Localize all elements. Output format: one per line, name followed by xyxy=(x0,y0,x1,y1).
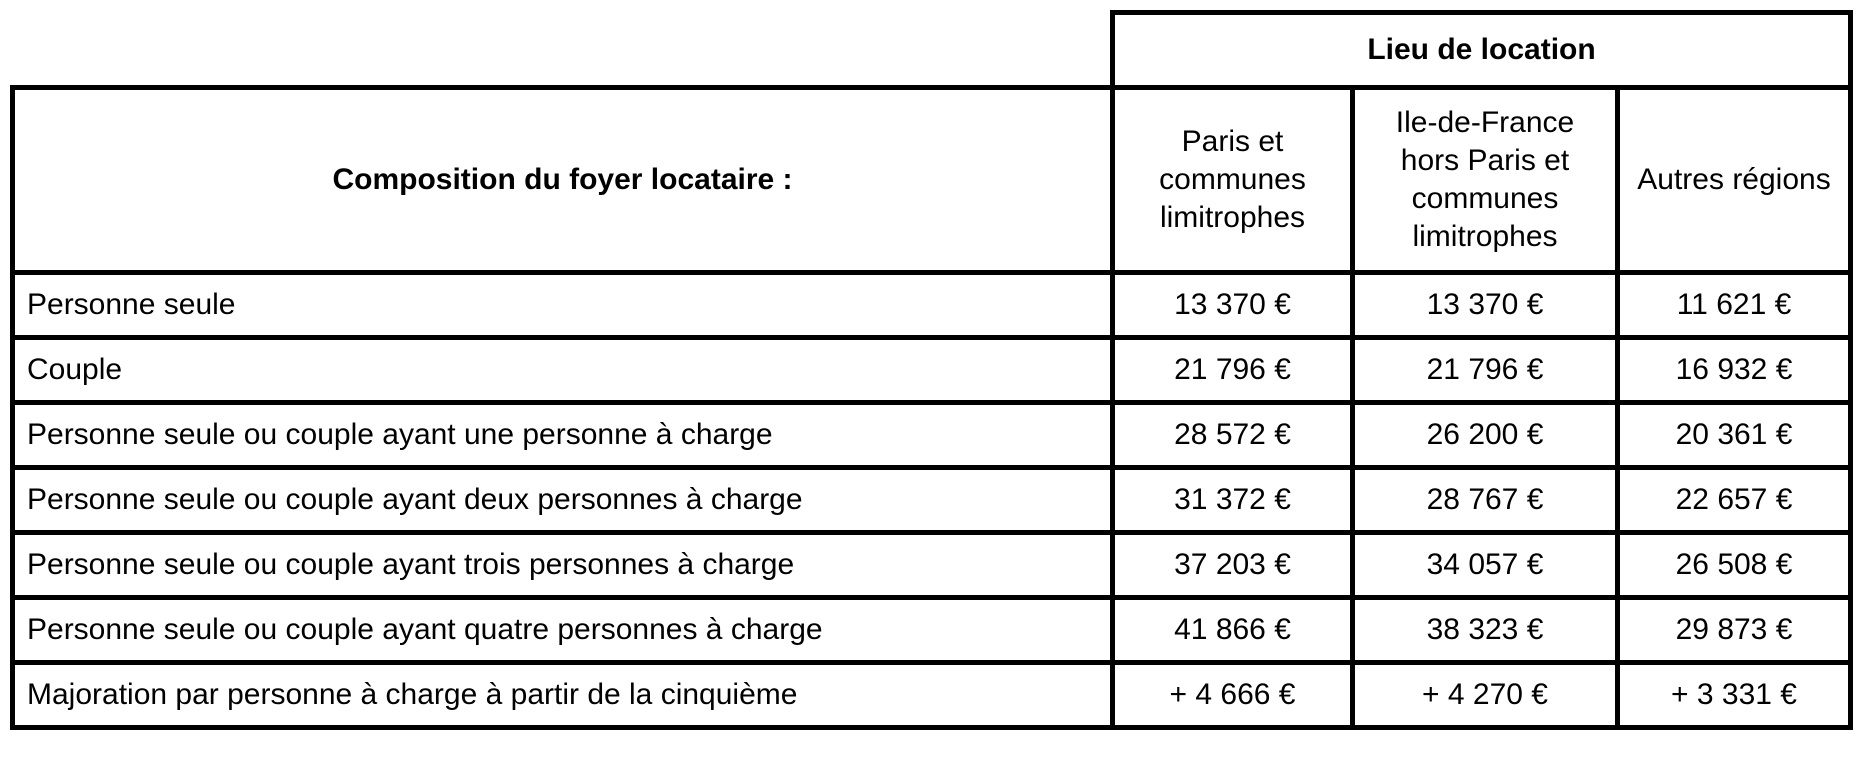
location-header: Lieu de location xyxy=(1113,13,1851,88)
column-header-label: Ile-de-France hors Paris et communes limitrophes xyxy=(1395,106,1575,253)
cell-ile-de-france: 34 057 € xyxy=(1353,533,1618,598)
cell-paris: 31 372 € xyxy=(1113,468,1353,533)
cell-paris: 41 866 € xyxy=(1113,598,1353,663)
cell-ile-de-france: 13 370 € xyxy=(1353,273,1618,338)
cell-ile-de-france: 28 767 € xyxy=(1353,468,1618,533)
cell-paris: 13 370 € xyxy=(1113,273,1353,338)
cell-ile-de-france: + 4 270 € xyxy=(1353,663,1618,728)
cell-ile-de-france: 21 796 € xyxy=(1353,338,1618,403)
table-row xyxy=(13,273,1851,338)
row-label: Couple xyxy=(13,338,1113,403)
column-header-autres-regions xyxy=(1618,88,1851,273)
column-header-label: Autres régions xyxy=(1637,163,1831,196)
rent-ceiling-table xyxy=(10,10,1853,730)
cell-paris: 28 572 € xyxy=(1113,403,1353,468)
cell-autres-regions: 11 621 € xyxy=(1618,273,1851,338)
row-label: Personne seule ou couple ayant une personne à charge xyxy=(13,403,1113,468)
blank-corner-cell xyxy=(13,13,1113,88)
cell-ile-de-france: 38 323 € xyxy=(1353,598,1618,663)
table-row xyxy=(13,598,1851,663)
cell-autres-regions: 29 873 € xyxy=(1618,598,1851,663)
table-row xyxy=(13,338,1851,403)
table-row xyxy=(13,533,1851,598)
row-label: Personne seule ou couple ayant deux personnes à charge xyxy=(13,468,1113,533)
cell-autres-regions: 16 932 € xyxy=(1618,338,1851,403)
cell-paris: + 4 666 € xyxy=(1113,663,1353,728)
table-header-row-location xyxy=(13,13,1851,88)
table-row xyxy=(13,663,1851,728)
cell-paris: 37 203 € xyxy=(1113,533,1353,598)
cell-autres-regions: 20 361 € xyxy=(1618,403,1851,468)
cell-paris: 21 796 € xyxy=(1113,338,1353,403)
table-row xyxy=(13,468,1851,533)
row-label: Personne seule ou couple ayant quatre personnes à charge xyxy=(13,598,1113,663)
column-header-ile-de-france xyxy=(1353,88,1618,273)
cell-autres-regions: + 3 331 € xyxy=(1618,663,1851,728)
cell-ile-de-france: 26 200 € xyxy=(1353,403,1618,468)
row-label: Personne seule ou couple ayant trois personnes à charge xyxy=(13,533,1113,598)
table-header-row-columns xyxy=(13,88,1851,273)
row-label: Personne seule xyxy=(13,273,1113,338)
table-row xyxy=(13,403,1851,468)
column-header-paris xyxy=(1113,88,1353,273)
row-label: Majoration par personne à charge à partir de la cinquième xyxy=(13,663,1113,728)
cell-autres-regions: 26 508 € xyxy=(1618,533,1851,598)
composition-header: Composition du foyer locataire : xyxy=(13,88,1113,273)
cell-autres-regions: 22 657 € xyxy=(1618,468,1851,533)
column-header-label: Paris et communes limitrophes xyxy=(1159,125,1306,234)
